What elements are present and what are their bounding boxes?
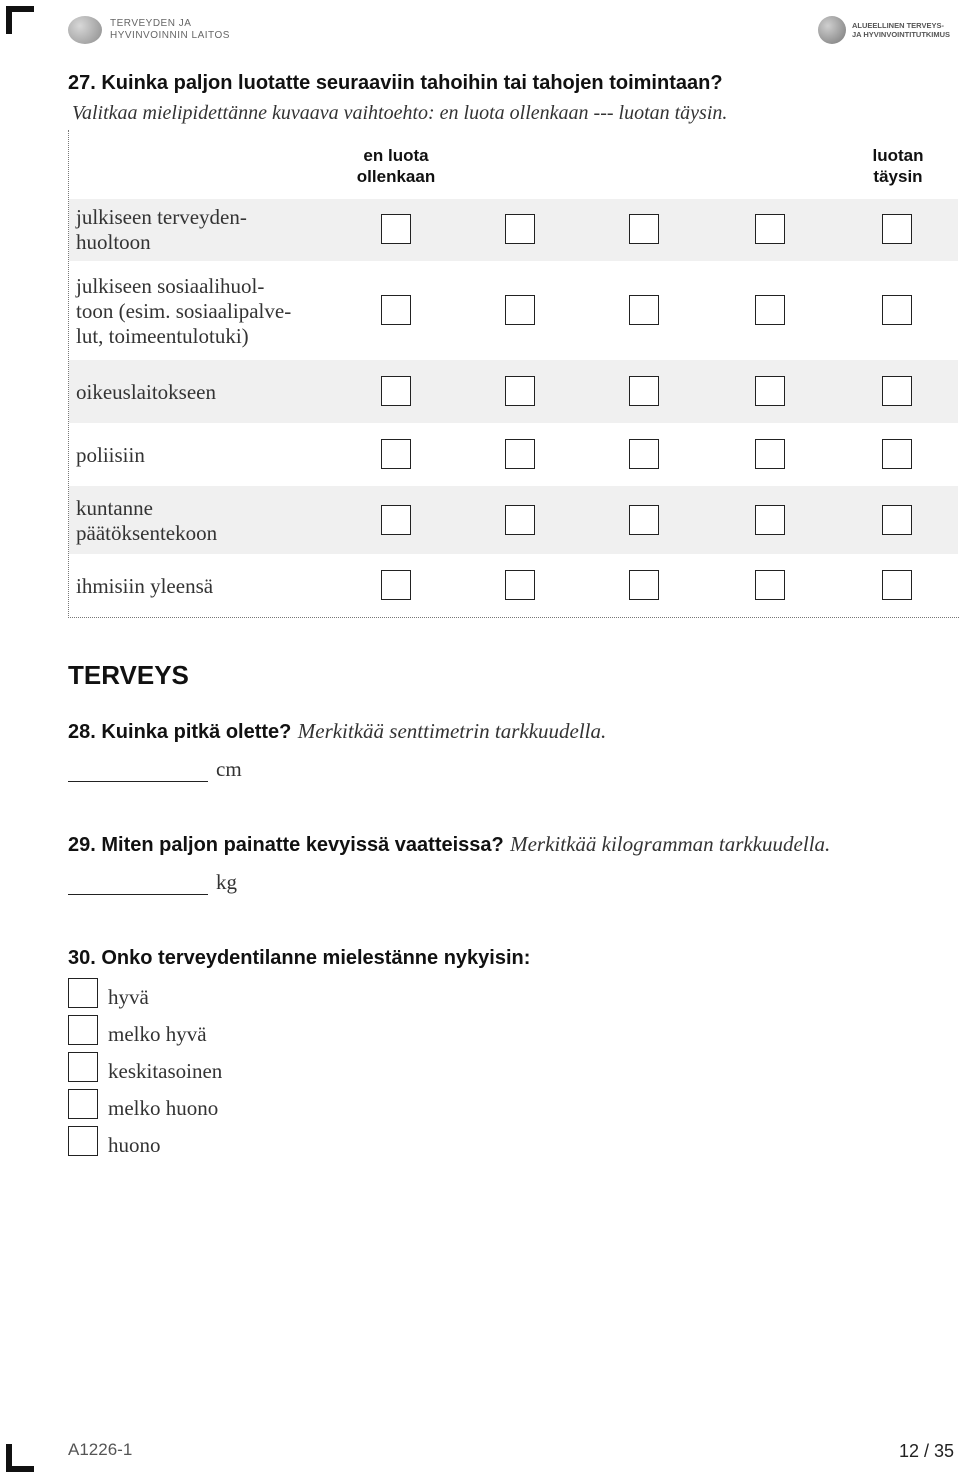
checkbox-4[interactable] — [755, 295, 785, 325]
q29-title: 29. Miten paljon painatte kevyissä vaatteissa? — [68, 834, 504, 856]
checkbox-3[interactable] — [629, 439, 659, 469]
checkbox-2[interactable] — [505, 439, 535, 469]
checkbox-1[interactable] — [381, 570, 411, 600]
checkbox-4[interactable] — [755, 505, 785, 535]
checkbox-2[interactable] — [505, 214, 535, 244]
checkbox-5[interactable] — [882, 295, 912, 325]
row-label-line: lut, toimeentulotuki) — [76, 324, 249, 348]
matrix-row-municipal-decisions — [69, 486, 958, 554]
row-label — [76, 574, 213, 599]
q30-option-fairly-poor[interactable] — [68, 1089, 218, 1119]
checkbox-3[interactable] — [629, 214, 659, 244]
row-label-line: päätöksentekoon — [76, 521, 218, 545]
checkbox-3[interactable] — [629, 295, 659, 325]
checkbox[interactable] — [68, 1052, 98, 1082]
checkbox-2[interactable] — [505, 376, 535, 406]
checkbox-5[interactable] — [882, 439, 912, 469]
q29-instruction: Merkitkää kilogramman tarkkuudella. — [510, 832, 831, 856]
checkbox-5[interactable] — [882, 214, 912, 244]
height-input[interactable] — [68, 761, 208, 782]
thl-logo-line2: HYVINVOINNIN LAITOS — [110, 30, 230, 41]
q28-title: 28. Kuinka pitkä olette? — [68, 721, 292, 743]
row-label — [76, 205, 247, 255]
row-label-line: poliisiin — [76, 443, 145, 467]
checkbox-1[interactable] — [381, 295, 411, 325]
checkbox[interactable] — [68, 978, 98, 1008]
row-label-line: julkiseen sosiaalihuol- — [76, 274, 265, 298]
q30-option-good[interactable] — [68, 978, 149, 1008]
ath-logo — [818, 16, 950, 44]
matrix-row-police — [69, 423, 958, 486]
matrix-row-health-care — [69, 199, 958, 261]
q30-question — [68, 945, 530, 970]
ath-logo-line2: JA HYVINVOINTITUTKIMUS — [852, 30, 951, 39]
row-label-line: ihmisiin yleensä — [76, 574, 214, 598]
checkbox-4[interactable] — [755, 439, 785, 469]
page-number: 12 / 35 — [898, 1441, 954, 1461]
q28-question — [68, 719, 606, 744]
ath-logo-line1: ALUEELLINEN TERVEYS- — [852, 21, 944, 30]
row-label-line: oikeuslaitokseen — [76, 380, 216, 404]
col-head-fully — [855, 145, 941, 187]
checkbox-2[interactable] — [505, 505, 535, 535]
checkbox-5[interactable] — [882, 376, 912, 406]
q27-title: 27. Kuinka paljon luotatte seuraaviin tahoihin tai tahojen toimintaan? — [68, 72, 723, 94]
q28-instruction: Merkitkää senttimetrin tarkkuudella. — [297, 719, 607, 743]
col-head-fully-line2: täysin — [873, 167, 923, 186]
checkbox-3[interactable] — [629, 505, 659, 535]
row-label-line: kuntanne — [76, 496, 153, 520]
crop-mark-top-left — [6, 6, 34, 34]
checkbox-1[interactable] — [381, 439, 411, 469]
checkbox[interactable] — [68, 1015, 98, 1045]
q30-option-poor[interactable] — [68, 1126, 161, 1156]
checkbox[interactable] — [68, 1126, 98, 1156]
q30-title: 30. Onko terveydentilanne mielestänne nykyisin: — [68, 947, 531, 969]
checkbox-2[interactable] — [505, 570, 535, 600]
checkbox-4[interactable] — [755, 376, 785, 406]
matrix-row-people-in-general — [69, 554, 958, 616]
col-head-not-at-all — [340, 145, 452, 187]
option-label: keskitasoinen — [108, 1059, 223, 1083]
matrix-row-judiciary — [69, 360, 958, 423]
crop-mark-bottom-left — [6, 1444, 34, 1472]
row-label — [76, 496, 217, 546]
thl-logo-line1: TERVEYDEN JA — [110, 18, 192, 29]
row-label — [76, 274, 291, 349]
col-head-not-at-all-line1: en luota — [363, 146, 429, 165]
row-label — [76, 443, 145, 468]
option-label: melko huono — [108, 1096, 219, 1120]
matrix-row-social-welfare — [69, 261, 958, 360]
thl-globe-icon — [68, 16, 102, 44]
weight-unit: kg — [216, 870, 237, 894]
checkbox-3[interactable] — [629, 570, 659, 600]
option-label: hyvä — [108, 985, 149, 1009]
checkbox-1[interactable] — [381, 376, 411, 406]
row-label-line: julkiseen terveyden- — [76, 205, 247, 229]
ath-globe-icon — [818, 16, 846, 44]
row-label-line: huoltoon — [76, 230, 151, 254]
option-label: melko hyvä — [108, 1022, 207, 1046]
height-unit: cm — [216, 757, 242, 781]
checkbox-4[interactable] — [755, 214, 785, 244]
q30-option-average[interactable] — [68, 1052, 222, 1082]
checkbox-1[interactable] — [381, 505, 411, 535]
q30-option-fairly-good[interactable] — [68, 1015, 207, 1045]
form-code: A1226-1 — [68, 1440, 133, 1459]
q29-question — [68, 832, 830, 857]
checkbox-2[interactable] — [505, 295, 535, 325]
option-label: huono — [108, 1133, 161, 1157]
checkbox[interactable] — [68, 1089, 98, 1119]
row-label — [76, 380, 216, 405]
thl-logo — [68, 16, 230, 44]
col-head-fully-line1: luotan — [872, 146, 924, 165]
col-head-not-at-all-line2: ollenkaan — [356, 167, 436, 186]
section-title-health: TERVEYS — [68, 660, 189, 690]
row-label-line: toon (esim. sosiaalipalve- — [76, 299, 292, 323]
checkbox-1[interactable] — [381, 214, 411, 244]
checkbox-3[interactable] — [629, 376, 659, 406]
checkbox-4[interactable] — [755, 570, 785, 600]
weight-input[interactable] — [68, 874, 208, 895]
checkbox-5[interactable] — [882, 570, 912, 600]
checkbox-5[interactable] — [882, 505, 912, 535]
q27-instruction: Valitkaa mielipidettänne kuvaava vaihtoehto: en luota ollenkaan --- luotan täysin. — [72, 102, 728, 124]
